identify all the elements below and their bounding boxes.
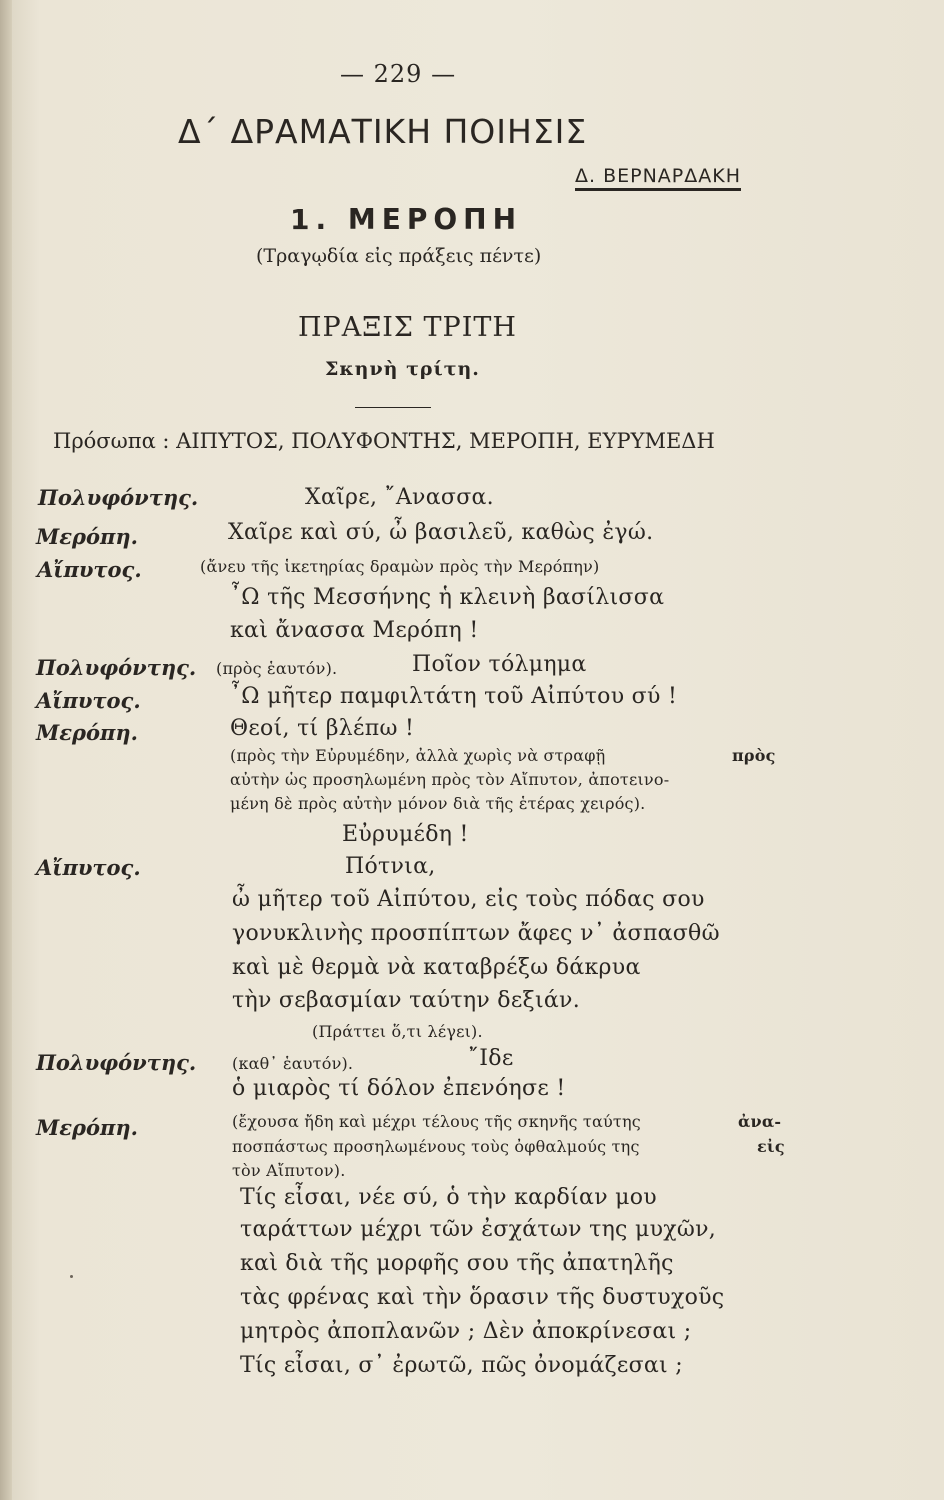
stage-direction: (Πράττει ὅ,τι λέγει). xyxy=(312,1022,483,1041)
verse-line: μητρὸς ἀποπλανῶν ; Δὲν ἀποκρίνεσαι ; xyxy=(240,1319,692,1344)
stage-direction: (ἄνευ τῆς ἱκετηρίας δραμὼν πρὸς τὴν Μερόπην) xyxy=(200,557,600,576)
verse-line: ὦ μῆτερ τοῦ Αἰπύτου, εἰς τοὺς πόδας σου xyxy=(232,887,705,912)
verse-line: Χαῖρε, ῎Ανασσα. xyxy=(305,485,494,510)
speaker-name: Πολυφόντης. xyxy=(38,485,199,510)
verse-line: ῎Ιδε xyxy=(468,1046,514,1071)
act-heading: ΠΡΑΞΙΣ ΤΡΙΤΗ xyxy=(298,312,517,343)
verse-line: Εὐρυμέδη ! xyxy=(342,822,469,847)
play-subtitle: (Τραγῳδία εἰς πράξεις πέντε) xyxy=(256,245,542,267)
stage-direction: ἀνα- xyxy=(738,1112,782,1131)
verse-line: Ποῖον τόλμημα xyxy=(412,652,587,677)
stage-direction: αὐτὴν ὡς προσηλωμένη πρὸς τὸν Αἴπυτον, ἀποτεινο- xyxy=(230,770,670,789)
divider-rule xyxy=(355,407,431,408)
speaker-name: Αἴπυτος. xyxy=(37,557,142,582)
page-binding-edge xyxy=(0,0,12,1500)
verse-line: Χαῖρε καὶ σύ, ὦ βασιλεῦ, καθὼς ἐγώ. xyxy=(228,520,654,545)
speaker-name: Πολυφόντης. xyxy=(36,655,197,680)
verse-line: ταράττων μέχρι τῶν ἐσχάτων της μυχῶν, xyxy=(240,1217,717,1242)
verse-line: Θεοί, τί βλέπω ! xyxy=(230,716,415,741)
stage-direction: (πρὸς τὴν Εὐρυμέδην, ἀλλὰ χωρὶς νὰ στραφῇ xyxy=(230,746,606,765)
verse-line: ὁ μιαρὸς τί δόλον ἐπενόησε ! xyxy=(232,1076,566,1101)
stage-direction: πρὸς xyxy=(732,746,776,765)
verse-line: ῏Ω τῆς Μεσσήνης ἡ κλεινὴ βασίλισσα xyxy=(230,585,665,610)
play-title: 1. ΜΕΡΟΠΗ xyxy=(290,203,523,236)
speaker-name: Αἴπυτος. xyxy=(36,688,141,713)
verse-line: Τίς εἶσαι, νέε σύ, ὁ τὴν καρδίαν μου xyxy=(240,1185,657,1210)
verse-line: Τίς εἶσαι, σ᾽ ἐρωτῶ, πῶς ὀνομάζεσαι ; xyxy=(240,1353,683,1378)
verse-line: Πότνια, xyxy=(345,854,436,879)
ink-speck xyxy=(70,1275,73,1278)
speaker-name: Πολυφόντης. xyxy=(36,1050,197,1075)
stage-direction: τὸν Αἴπυτον). xyxy=(232,1161,346,1180)
scene-heading: Σκηνὴ τρίτη. xyxy=(325,358,480,380)
speaker-name: Μερόπη. xyxy=(36,524,138,549)
author-name: Δ. ΒΕΡΝΑΡΔΑΚΗ xyxy=(575,165,741,191)
stage-direction: εἰς xyxy=(757,1137,785,1156)
section-title: Δ΄ ΔΡΑΜΑΤΙΚΗ ΠΟΙΗΣΙΣ xyxy=(178,112,588,151)
stage-direction: μένη δὲ πρὸς αὐτὴν μόνον διὰ τῆς ἑτέρας χειρός). xyxy=(230,794,646,813)
speaker-name: Μερόπη. xyxy=(36,720,138,745)
verse-line: τὴν σεβασμίαν ταύτην δεξιάν. xyxy=(232,988,581,1013)
stage-direction: (ἔχουσα ἤδη καὶ μέχρι τέλους τῆς σκηνῆς ταύτης xyxy=(232,1112,641,1131)
speaker-name: Αἴπυτος. xyxy=(36,855,141,880)
verse-line: καὶ ἄνασσα Μερόπη ! xyxy=(230,618,479,643)
verse-line: τὰς φρένας καὶ τὴν ὅρασιν τῆς δυστυχοῦς xyxy=(240,1285,725,1310)
persons-line: Πρόσωπα : ΑΙΠΥΤΟΣ, ΠΟΛΥΦΟΝΤΗΣ, ΜΕΡΟΠΗ, ΕΥΡΥΜΕΔΗ xyxy=(53,429,715,453)
speaker-name: Μερόπη. xyxy=(36,1115,138,1140)
verse-line: καὶ μὲ θερμὰ νὰ καταβρέξω δάκρυα xyxy=(232,955,641,980)
stage-direction: ποσπάστως προσηλωμένους τοὺς ὀφθαλμούς της xyxy=(232,1137,640,1156)
verse-line: γονυκλινὴς προσπίπτων ἄφες ν᾽ ἀσπασθῶ xyxy=(232,921,720,946)
stage-direction: (καθ᾽ ἑαυτόν). xyxy=(232,1054,354,1073)
verse-line: καὶ διὰ τῆς μορφῆς σου τῆς ἀπατηλῆς xyxy=(240,1251,674,1276)
stage-direction: (πρὸς ἑαυτόν). xyxy=(216,659,338,678)
verse-line: ῏Ω μῆτερ παμφιλτάτη τοῦ Αἰπύτου σύ ! xyxy=(230,684,678,709)
page-number: — 229 — xyxy=(340,60,457,88)
